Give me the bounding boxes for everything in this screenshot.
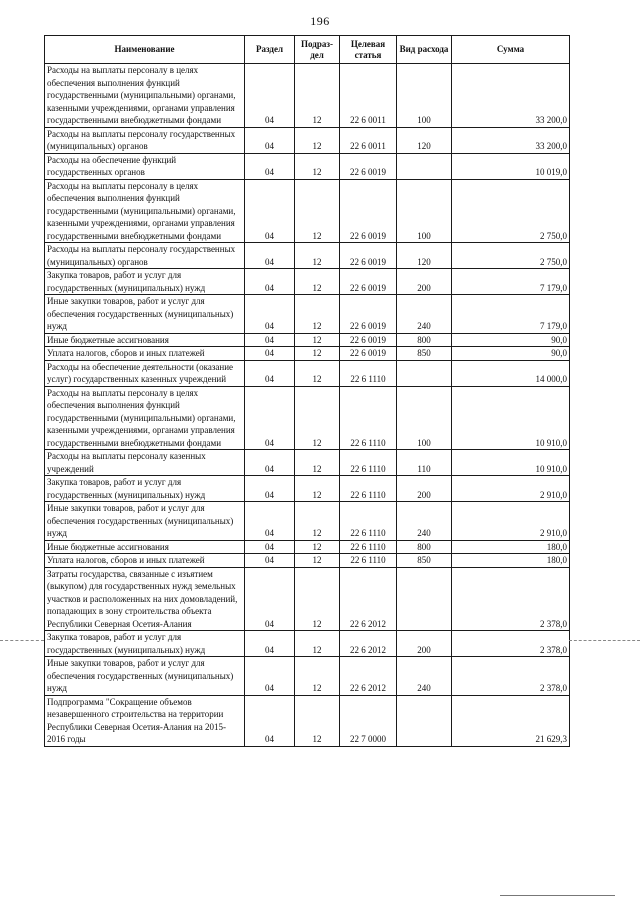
cell-target: 22 6 0019: [340, 295, 397, 334]
cell-sum: 33 200,0: [452, 64, 570, 128]
cell-target: 22 6 1110: [340, 502, 397, 541]
cell-name: Расходы на выплаты персоналу в целях обеспечения выполнения функций государственными (муниципальными) органами, казенными учреждениями, органами управления государственными внебюджетными фондами: [45, 64, 245, 128]
cell-target: 22 6 0011: [340, 64, 397, 128]
cell-subsection: 12: [295, 333, 340, 347]
cell-subsection: 12: [295, 347, 340, 361]
cell-type: 800: [397, 540, 452, 554]
cell-sum: 33 200,0: [452, 127, 570, 153]
cut-line-left: [0, 640, 44, 641]
cell-sum: 10 910,0: [452, 450, 570, 476]
cell-subsection: 12: [295, 631, 340, 657]
table-row: [45, 631, 570, 657]
cell-name: Иные закупки товаров, работ и услуг для обеспечения государственных (муниципальных) нужд: [45, 502, 245, 541]
cell-type: 100: [397, 179, 452, 243]
cell-target: 22 6 1110: [340, 476, 397, 502]
cell-subsection: 12: [295, 360, 340, 386]
table-row: [45, 554, 570, 568]
cell-target: 22 6 0019: [340, 347, 397, 361]
cell-sum: 2 378,0: [452, 567, 570, 631]
cell-subsection: 12: [295, 502, 340, 541]
cell-sum: 180,0: [452, 540, 570, 554]
cell-name: Иные бюджетные ассигнования: [45, 540, 245, 554]
cell-name: Расходы на обеспечение функций государственных органов: [45, 153, 245, 179]
cell-section: 04: [245, 476, 295, 502]
cell-sum: 2 910,0: [452, 476, 570, 502]
cell-type: 200: [397, 476, 452, 502]
cell-subsection: 12: [295, 153, 340, 179]
cell-type: 850: [397, 554, 452, 568]
cell-target: 22 6 0011: [340, 127, 397, 153]
cell-section: 04: [245, 695, 295, 746]
cell-subsection: 12: [295, 695, 340, 746]
cell-sum: 2 378,0: [452, 657, 570, 696]
col-header-type: Вид расхода: [397, 36, 452, 64]
cell-type: [397, 153, 452, 179]
table-row: [45, 243, 570, 269]
cell-name: Затраты государства, связанные с изъятием (выкупом) для государственных нужд земельных участков и расположенных на них домовладений, попадающих в зону строительства объекта Республики Северная Осетия-Алания: [45, 567, 245, 631]
cell-name: Иные бюджетные ассигнования: [45, 333, 245, 347]
cell-type: 240: [397, 657, 452, 696]
cell-name: Закупка товаров, работ и услуг для государственных (муниципальных) нужд: [45, 476, 245, 502]
cell-section: 04: [245, 360, 295, 386]
cell-name: Подпрограмма "Сокращение объемов незавершенного строительства на территории Республики Северная Осетия-Алания на 2015-2016 годы: [45, 695, 245, 746]
col-header-subsection: Подраз-дел: [295, 36, 340, 64]
cell-name: Уплата налогов, сборов и иных платежей: [45, 554, 245, 568]
cell-target: 22 6 0019: [340, 333, 397, 347]
cell-type: 850: [397, 347, 452, 361]
cell-name: Расходы на обеспечение деятельности (оказание услуг) государственных казенных учреждений: [45, 360, 245, 386]
cell-target: 22 6 0019: [340, 269, 397, 295]
table-body: [45, 64, 570, 747]
cell-target: 22 6 1110: [340, 386, 397, 450]
cell-name: Расходы на выплаты персоналу в целях обеспечения выполнения функций государственными (муниципальными) органами, казенными учреждениями, органами управления государственными внебюджетными фондами: [45, 179, 245, 243]
cell-name: Расходы на выплаты персоналу в целях обеспечения выполнения функций государственными (муниципальными) органами, казенными учреждениями, органами управления государственными внебюджетными фондами: [45, 386, 245, 450]
table-row: [45, 502, 570, 541]
cell-type: 800: [397, 333, 452, 347]
cell-sum: 2 910,0: [452, 502, 570, 541]
table-row: [45, 386, 570, 450]
page-number: 196: [310, 14, 330, 28]
cell-section: 04: [245, 450, 295, 476]
table-row: [45, 269, 570, 295]
cell-target: 22 6 0019: [340, 179, 397, 243]
col-header-section: Раздел: [245, 36, 295, 64]
cell-sum: 2 750,0: [452, 243, 570, 269]
cell-type: 240: [397, 295, 452, 334]
cell-target: 22 6 1110: [340, 554, 397, 568]
cell-section: 04: [245, 64, 295, 128]
col-header-sum: Сумма: [452, 36, 570, 64]
cell-section: 04: [245, 269, 295, 295]
budget-table: [44, 35, 570, 747]
cell-type: 100: [397, 64, 452, 128]
col-header-target: Целевая статья: [340, 36, 397, 64]
cell-subsection: 12: [295, 540, 340, 554]
cell-type: 110: [397, 450, 452, 476]
cell-sum: 90,0: [452, 347, 570, 361]
table-row: [45, 567, 570, 631]
cell-section: 04: [245, 153, 295, 179]
table-row: [45, 450, 570, 476]
cell-name: Иные закупки товаров, работ и услуг для обеспечения государственных (муниципальных) нужд: [45, 657, 245, 696]
cell-type: [397, 695, 452, 746]
cell-section: 04: [245, 631, 295, 657]
cell-sum: 21 629,3: [452, 695, 570, 746]
table-row: [45, 360, 570, 386]
cell-section: 04: [245, 243, 295, 269]
table-row: [45, 476, 570, 502]
cell-name: Расходы на выплаты персоналу государственных (муниципальных) органов: [45, 127, 245, 153]
cell-name: Закупка товаров, работ и услуг для государственных (муниципальных) нужд: [45, 269, 245, 295]
cell-sum: 180,0: [452, 554, 570, 568]
cell-sum: 10 019,0: [452, 153, 570, 179]
footer-rule: [500, 895, 615, 896]
cut-line-right: [569, 640, 640, 641]
cell-section: 04: [245, 567, 295, 631]
cell-section: 04: [245, 502, 295, 541]
table-row: [45, 657, 570, 696]
cell-subsection: 12: [295, 269, 340, 295]
table-row: [45, 295, 570, 334]
cell-type: 200: [397, 269, 452, 295]
cell-target: 22 6 1110: [340, 360, 397, 386]
table-row: [45, 127, 570, 153]
cell-type: 240: [397, 502, 452, 541]
cell-type: [397, 567, 452, 631]
cell-section: 04: [245, 295, 295, 334]
cell-subsection: 12: [295, 567, 340, 631]
cell-subsection: 12: [295, 295, 340, 334]
table-row: [45, 347, 570, 361]
cell-subsection: 12: [295, 554, 340, 568]
cell-section: 04: [245, 127, 295, 153]
col-header-name: Наименование: [45, 36, 245, 64]
table-header: [45, 36, 570, 64]
cell-subsection: 12: [295, 657, 340, 696]
cell-sum: 90,0: [452, 333, 570, 347]
cell-sum: 14 000,0: [452, 360, 570, 386]
cell-subsection: 12: [295, 450, 340, 476]
cell-target: 22 6 2012: [340, 567, 397, 631]
cell-sum: 2 378,0: [452, 631, 570, 657]
cell-subsection: 12: [295, 476, 340, 502]
cell-type: 100: [397, 386, 452, 450]
table-row: [45, 695, 570, 746]
cell-target: 22 6 2012: [340, 631, 397, 657]
cell-target: 22 6 2012: [340, 657, 397, 696]
cell-name: Закупка товаров, работ и услуг для государственных (муниципальных) нужд: [45, 631, 245, 657]
table-row: [45, 333, 570, 347]
cell-name: Уплата налогов, сборов и иных платежей: [45, 347, 245, 361]
cell-section: 04: [245, 333, 295, 347]
cell-target: 22 6 1110: [340, 540, 397, 554]
cell-name: Иные закупки товаров, работ и услуг для обеспечения государственных (муниципальных) нужд: [45, 295, 245, 334]
cell-target: 22 7 0000: [340, 695, 397, 746]
cell-name: Расходы на выплаты персоналу казенных учреждений: [45, 450, 245, 476]
cell-target: 22 6 1110: [340, 450, 397, 476]
cell-target: 22 6 0019: [340, 243, 397, 269]
cell-type: 120: [397, 243, 452, 269]
cell-subsection: 12: [295, 243, 340, 269]
cell-type: [397, 360, 452, 386]
header-row: [45, 36, 570, 64]
cell-section: 04: [245, 540, 295, 554]
table-row: [45, 179, 570, 243]
cell-section: 04: [245, 347, 295, 361]
cell-sum: 2 750,0: [452, 179, 570, 243]
cell-subsection: 12: [295, 179, 340, 243]
cell-subsection: 12: [295, 386, 340, 450]
cell-subsection: 12: [295, 64, 340, 128]
table-row: [45, 153, 570, 179]
table-row: [45, 64, 570, 128]
cell-section: 04: [245, 386, 295, 450]
cell-type: 200: [397, 631, 452, 657]
cell-section: 04: [245, 554, 295, 568]
cell-section: 04: [245, 179, 295, 243]
cell-name: Расходы на выплаты персоналу государственных (муниципальных) органов: [45, 243, 245, 269]
cell-sum: 10 910,0: [452, 386, 570, 450]
cell-sum: 7 179,0: [452, 295, 570, 334]
table-row: [45, 540, 570, 554]
cell-subsection: 12: [295, 127, 340, 153]
cell-target: 22 6 0019: [340, 153, 397, 179]
cell-section: 04: [245, 657, 295, 696]
cell-type: 120: [397, 127, 452, 153]
cell-sum: 7 179,0: [452, 269, 570, 295]
